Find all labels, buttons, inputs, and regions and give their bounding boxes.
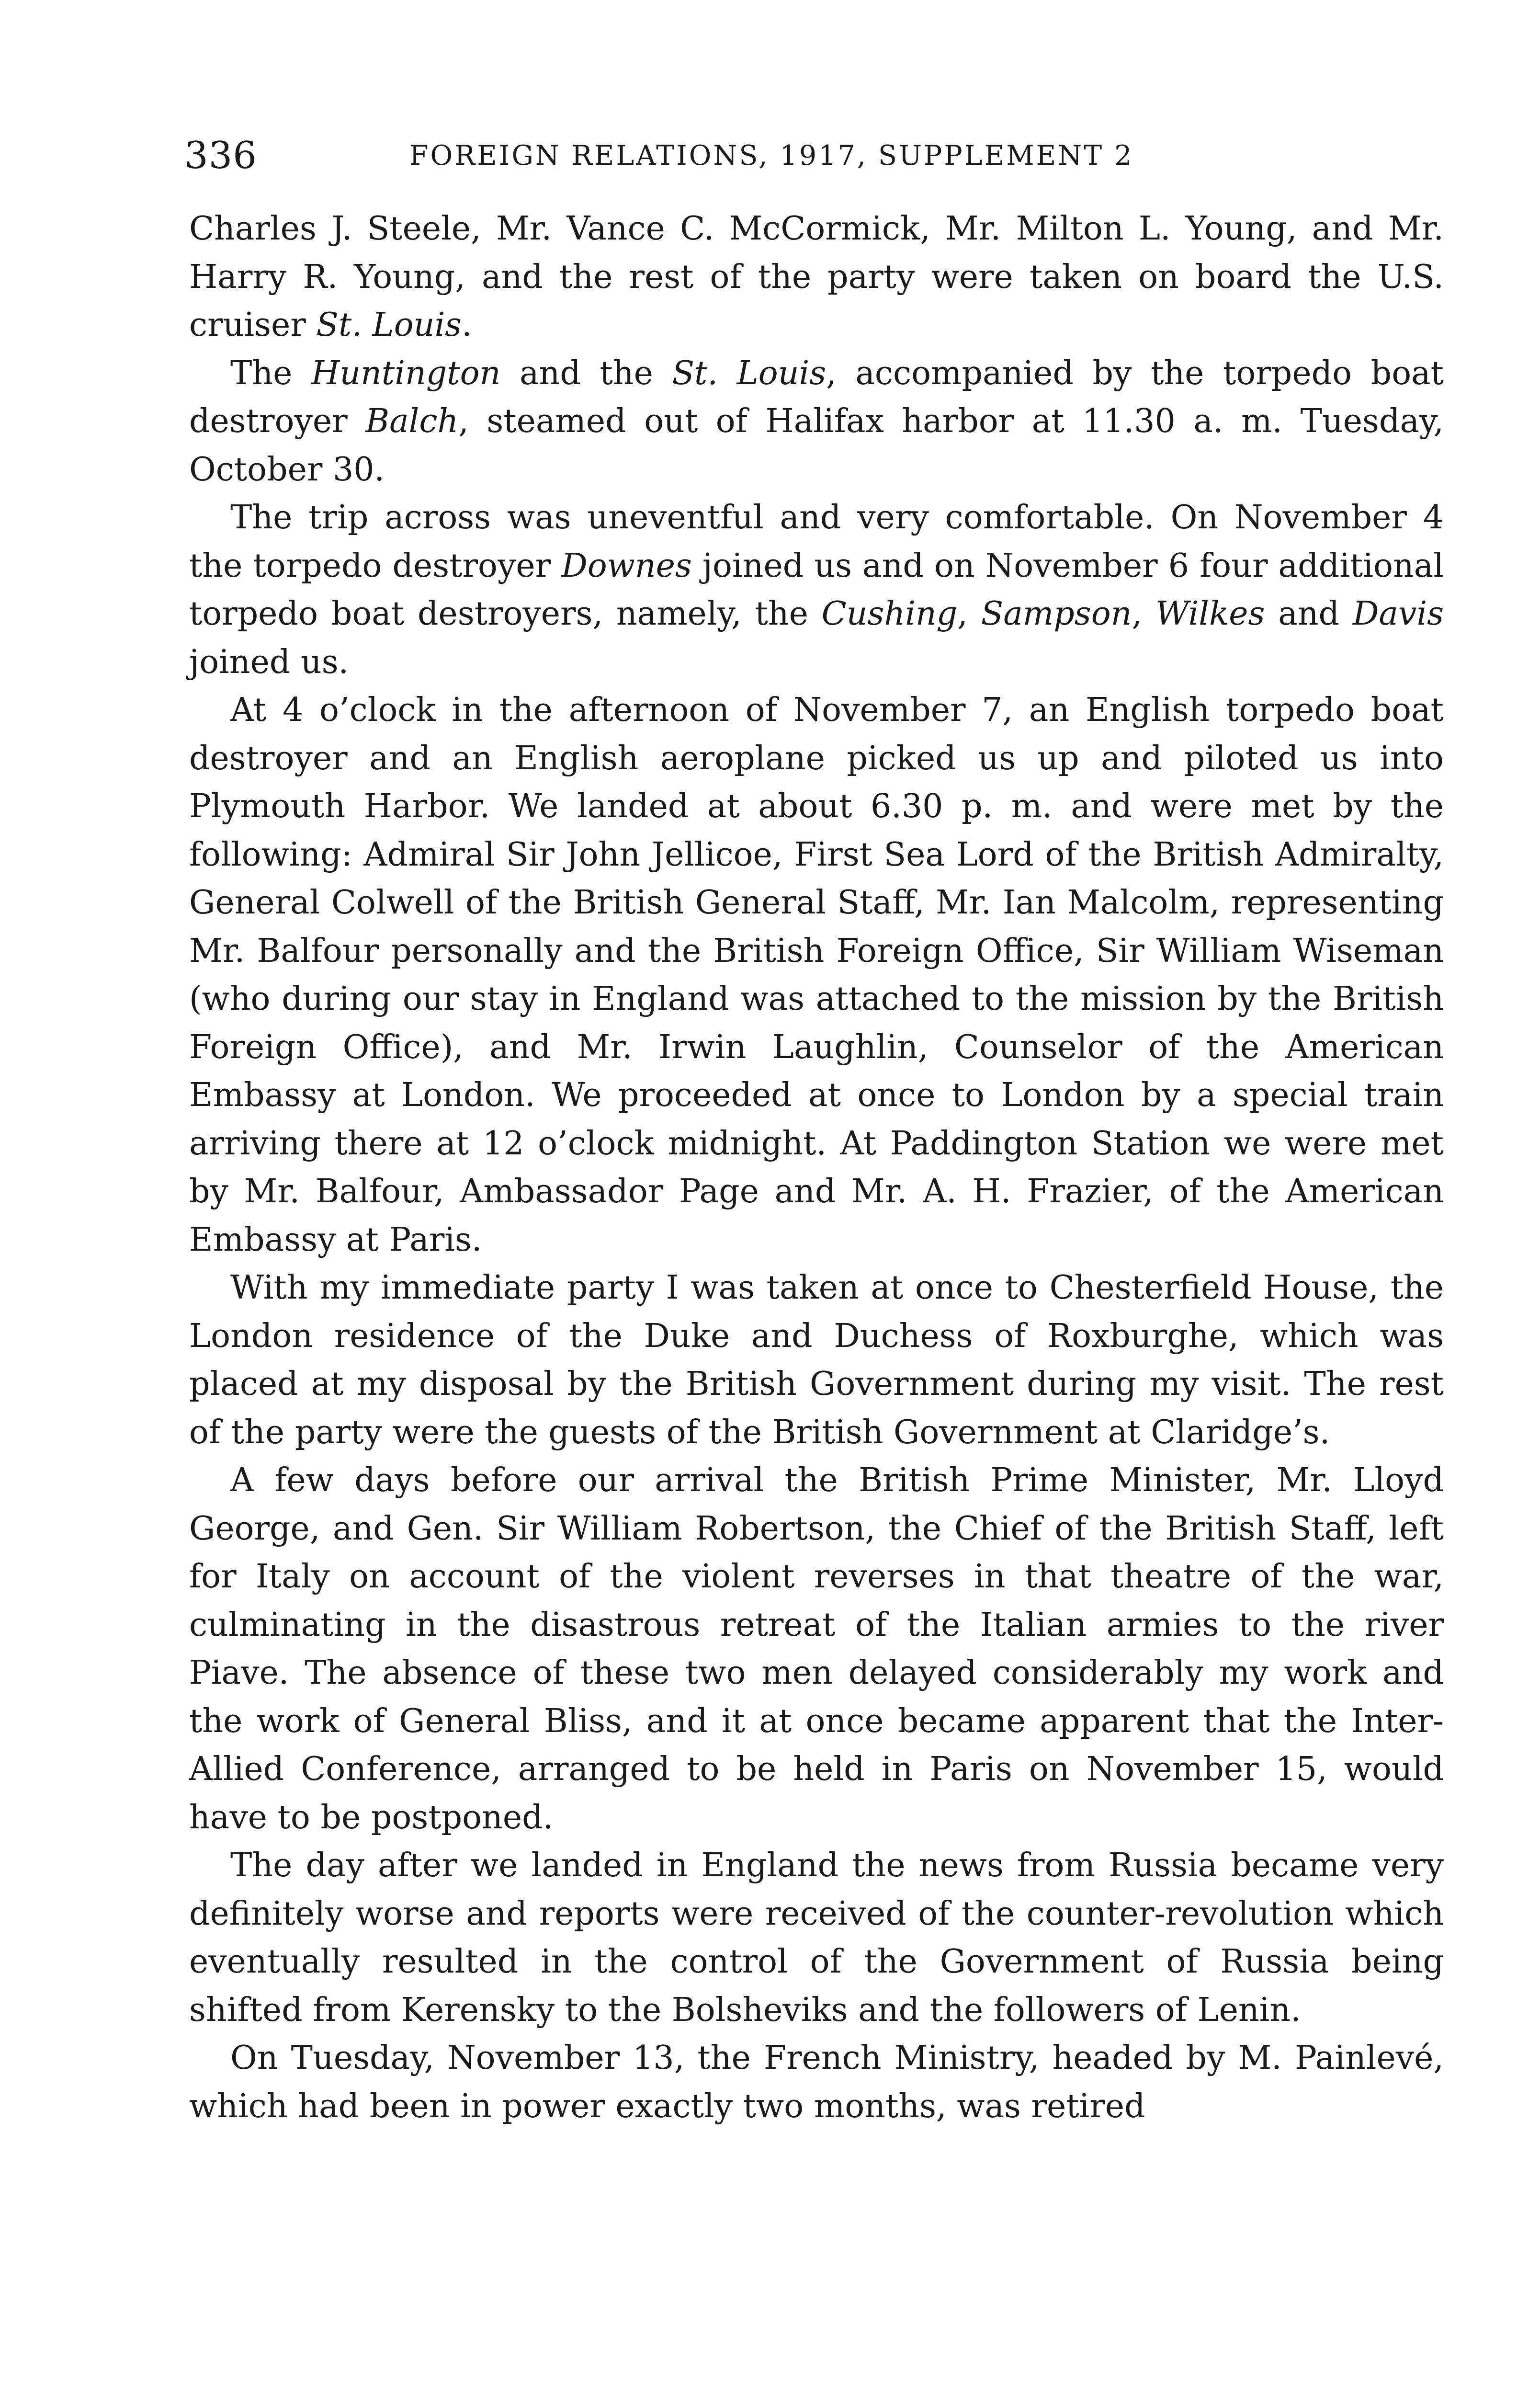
ship-name: St. Louis <box>672 354 827 392</box>
page-number: 336 <box>184 134 257 177</box>
paragraph-text: The <box>230 354 312 392</box>
body-text <box>189 205 1444 2131</box>
ship-name: Downes <box>561 547 692 585</box>
page-header <box>184 129 1446 182</box>
paragraph-text: , steamed out of Halifax harbor at 11.30 a. m. Tuesday, October 30. <box>189 402 1444 489</box>
paragraph-text: and the <box>500 354 672 392</box>
paragraph-text: and <box>1265 595 1353 633</box>
ship-name: Sampson <box>981 595 1132 633</box>
ship-name: Balch <box>365 402 459 440</box>
paragraph-russia: The day after we landed in England the news from Russia became very definitely worse and reports were received of the counter-revolution which eventually resulted in the control of the Government of Russia being shifted from Kerensky to the Bolsheviks and the followers of Lenin. <box>189 1847 1444 2029</box>
paragraph-text: joined us. <box>189 643 349 681</box>
paragraph-text: Charles J. Steele, Mr. Vance C. McCormick, Mr. Milton L. Young, and Mr. Harry R. Young, and the rest of the party were taken on board the U.S. cruiser <box>189 210 1444 344</box>
paragraph-arrival: At 4 o’clock in the afternoon of November 7, an English torpedo boat destroyer and an English aeroplane picked us up and piloted us into Plymouth Harbor. We landed at about 6.30 p. m. and were met by the following: Admiral Sir John Jellicoe, First Sea Lord of the British Admiralty, General Colwell of the British General Staff, Mr. Ian Malcolm, representing Mr. Balfour personally and the British Foreign Office, Sir William Wiseman (who during our stay in England was attached to the mission by the British Foreign Office), and Mr. Irwin Laughlin, Counselor of the American Embassy at London. We proceeded at once to London by a special train arriving there at 12 o’clock midnight. At Paddington Station we were met by Mr. Balfour, Ambassador Page and Mr. A. H. Frazier, of the American Embassy at Paris. <box>189 691 1444 1259</box>
paragraph-departure <box>189 350 1444 494</box>
paragraph-text: joined us and on November 6 four additional torpedo boat destroyers, namely, the <box>189 547 1444 633</box>
ship-name: Wilkes <box>1155 595 1265 633</box>
paragraph-chesterfield: With my immediate party I was taken at once to Chesterfield House, the London residence of the Duke and Duchess of Roxburghe, which was placed at my disposal by the British Government during my visit. The rest of the party were the guests of the British Government at Claridge’s. <box>189 1269 1444 1451</box>
ship-name: Cushing <box>821 595 958 633</box>
ship-name: Huntington <box>311 354 501 392</box>
paragraph-text: , <box>957 595 981 633</box>
paragraph-crossing <box>189 494 1444 686</box>
running-head: FOREIGN RELATIONS, 1917, SUPPLEMENT 2 <box>409 140 1134 171</box>
paragraph-text: . <box>462 306 472 344</box>
paragraph-text: , <box>1132 595 1155 633</box>
ship-name: Davis <box>1352 595 1444 633</box>
paragraph-text: , accompanied by the torpedo boat destroyer <box>189 354 1444 440</box>
paragraph-french-ministry: On Tuesday, November 13, the French Ministry, headed by M. Painlevé, which had been in power exactly two months, was retired <box>189 2039 1444 2125</box>
paragraph-continuation <box>189 205 1444 350</box>
paragraph-text: The trip across was uneventful and very comfortable. On November 4 the torpedo destroyer <box>189 499 1444 585</box>
ship-name: St. Louis <box>316 306 462 344</box>
paragraph-italy: A few days before our arrival the British Prime Minister, Mr. Lloyd George, and Gen. Sir William Robertson, the Chief of the British Staff, left for Italy on account of the violent reverses in that theatre of the war, culminating in the disastrous retreat of the Italian armies to the river Piave. The absence of these two men delayed considerably my work and the work of General Bliss, and it at once became apparent that the Inter-Allied Conference, arranged to be held in Paris on November 15, would have to be postponed. <box>189 1461 1444 1836</box>
